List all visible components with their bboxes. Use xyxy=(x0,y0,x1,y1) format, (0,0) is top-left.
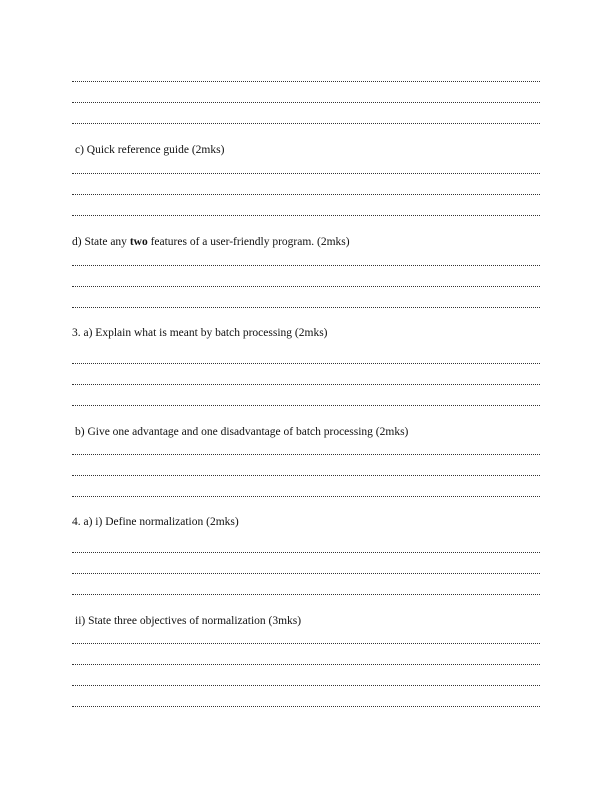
answer-line[interactable] xyxy=(72,286,540,287)
answer-line[interactable] xyxy=(72,265,540,266)
answer-line[interactable] xyxy=(72,475,540,476)
question-d xyxy=(72,235,350,249)
answer-line[interactable] xyxy=(72,194,540,195)
answer-line[interactable] xyxy=(72,81,540,82)
answer-line[interactable] xyxy=(72,363,540,364)
answer-line[interactable] xyxy=(72,685,540,686)
answer-line[interactable] xyxy=(72,643,540,644)
question-4ai: 4. a) i) Define normalization (2mks) xyxy=(72,516,239,528)
question-c: c) Quick reference guide (2mks) xyxy=(75,144,225,156)
answer-line[interactable] xyxy=(72,664,540,665)
answer-line[interactable] xyxy=(72,594,540,595)
question-3a: 3. a) Explain what is meant by batch processing (2mks) xyxy=(72,327,328,339)
answer-line[interactable] xyxy=(72,102,540,103)
answer-line[interactable] xyxy=(72,405,540,406)
answer-line[interactable] xyxy=(72,307,540,308)
answer-line[interactable] xyxy=(72,123,540,124)
answer-line[interactable] xyxy=(72,496,540,497)
question-4aii: ii) State three objectives of normalization (3mks) xyxy=(75,615,302,627)
question-3b: b) Give one advantage and one disadvantage of batch processing (2mks) xyxy=(75,426,409,438)
question-d-suffix: features of a user-friendly program. (2mks) xyxy=(147,236,350,248)
answer-line[interactable] xyxy=(72,573,540,574)
answer-line[interactable] xyxy=(72,173,540,174)
answer-line[interactable] xyxy=(72,384,540,385)
answer-line[interactable] xyxy=(72,454,540,455)
question-d-emphasis: two xyxy=(129,236,148,248)
answer-line[interactable] xyxy=(72,552,540,553)
answer-line[interactable] xyxy=(72,215,540,216)
answer-line[interactable] xyxy=(72,706,540,707)
question-d-prefix: d) State any xyxy=(72,236,130,248)
